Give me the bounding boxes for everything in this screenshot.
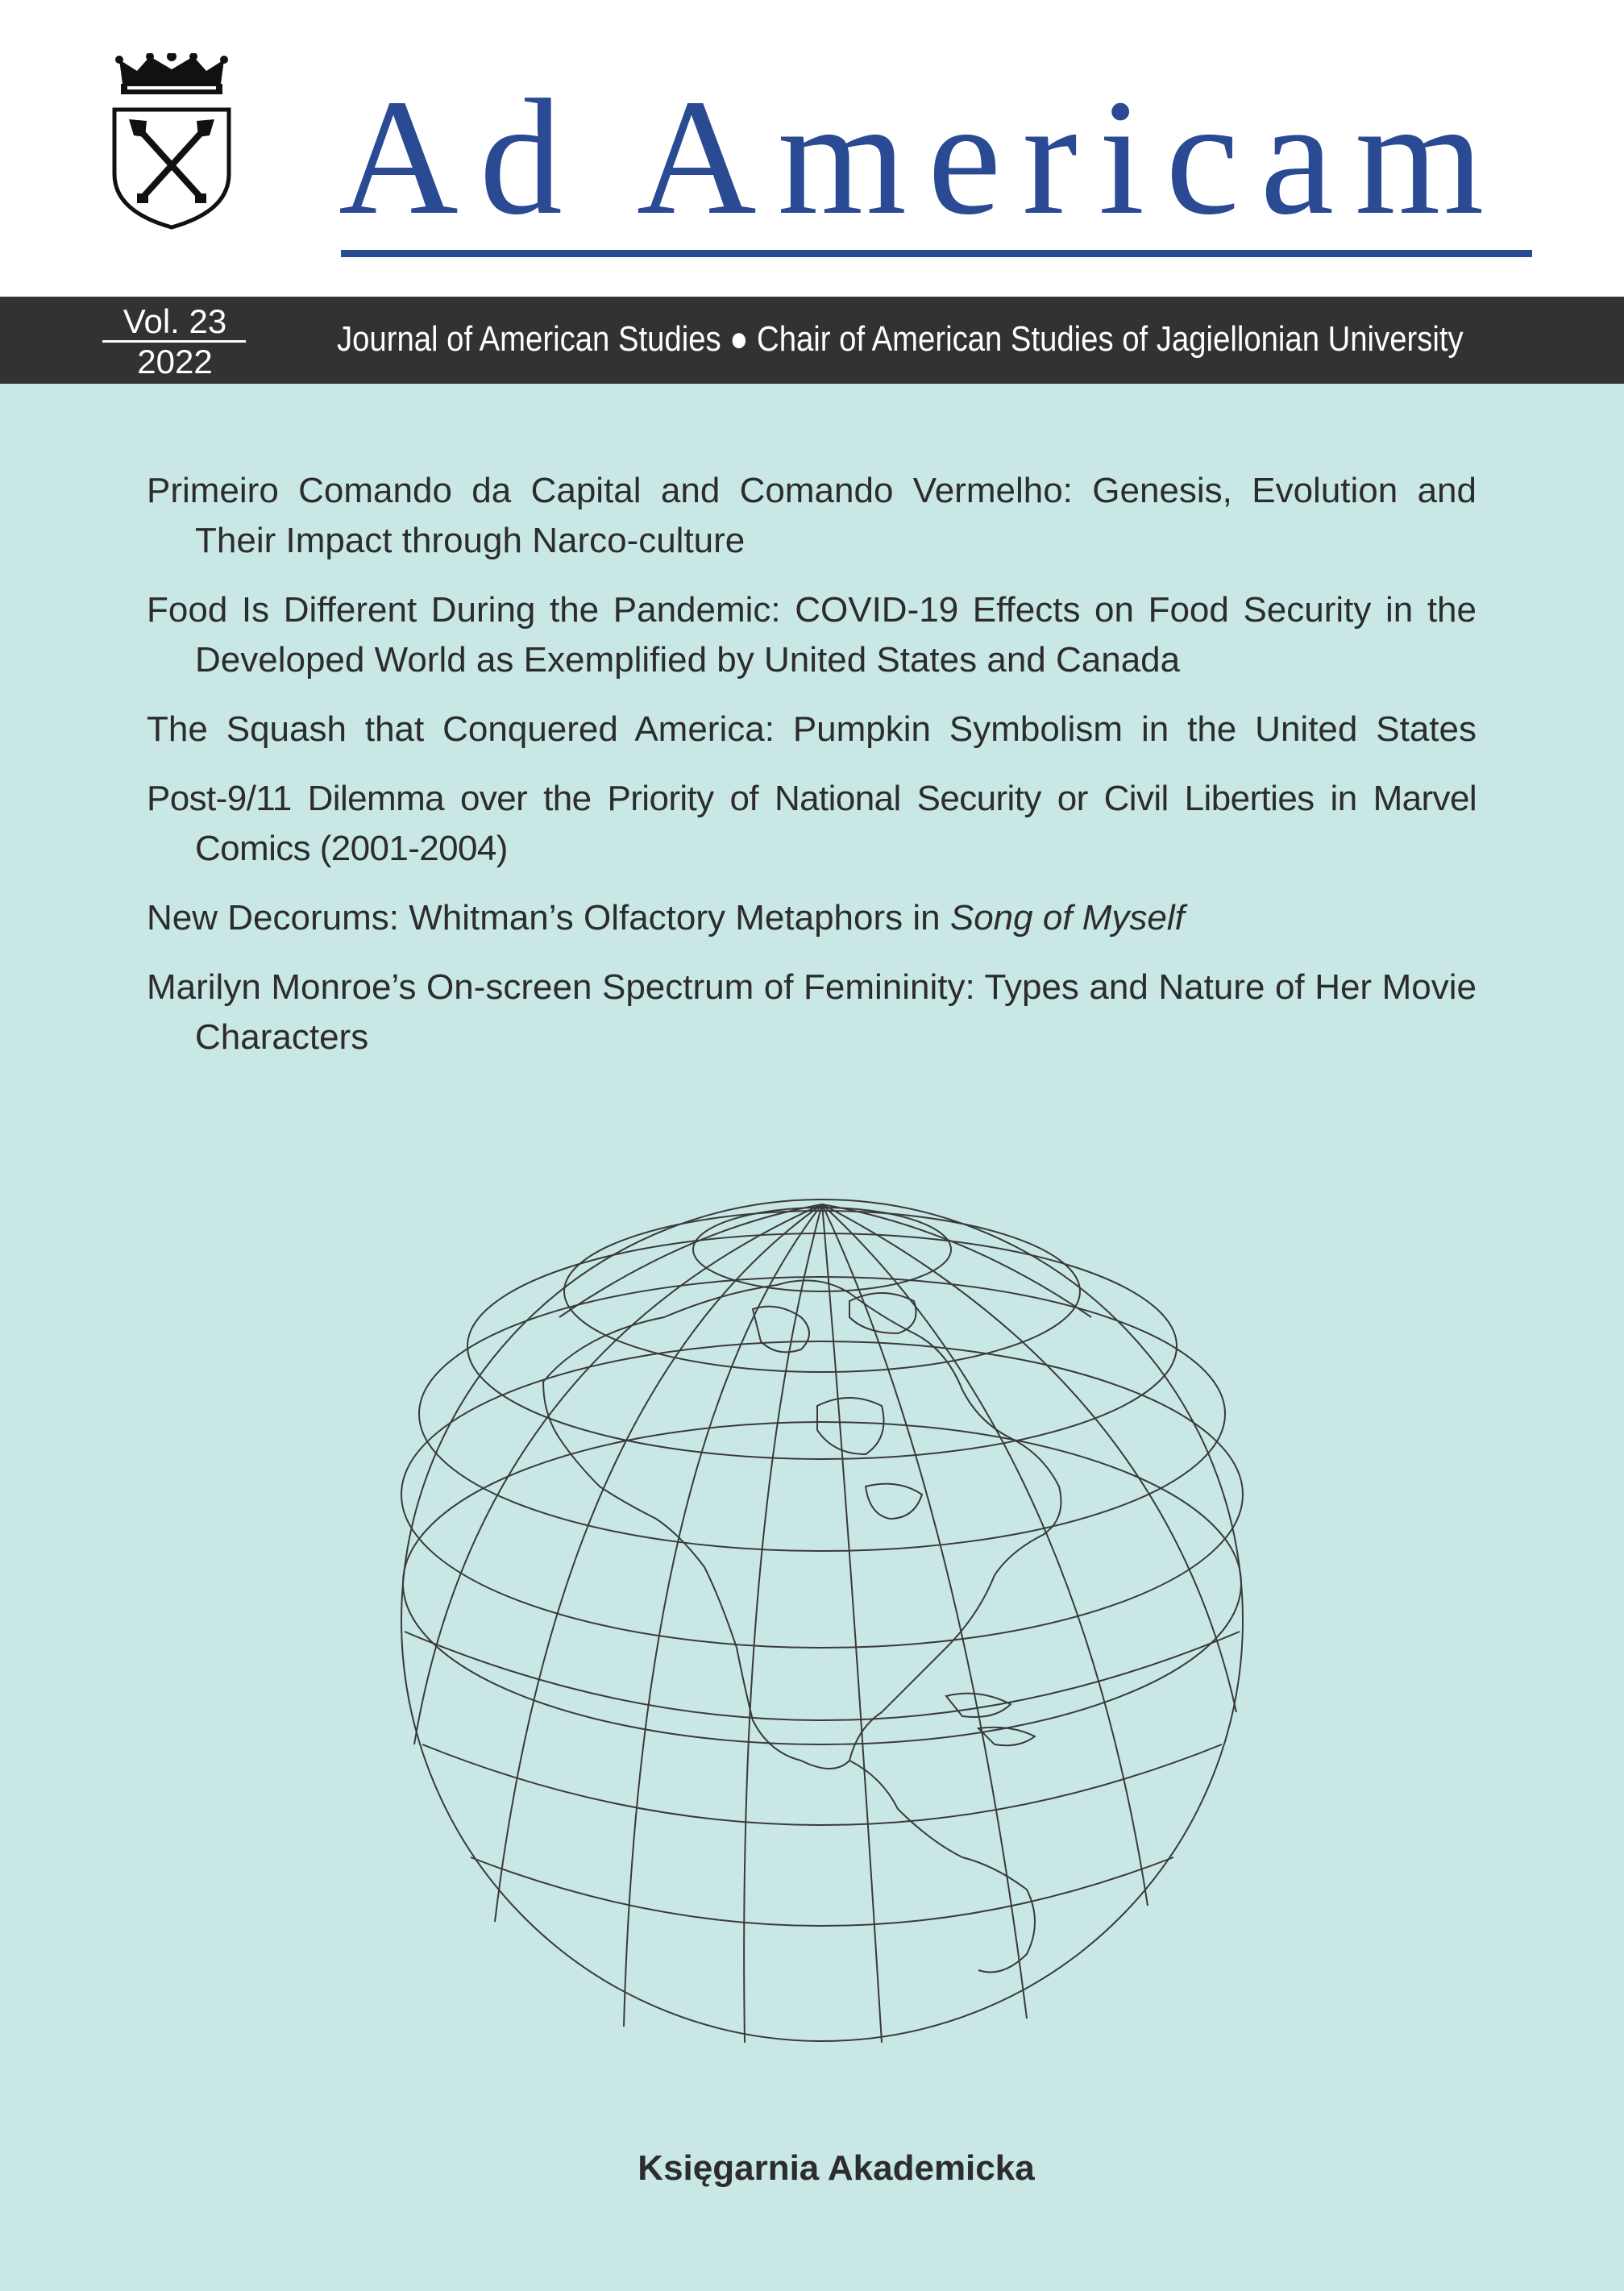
table-of-contents: [147, 466, 1477, 1082]
globe-north-america-icon: [398, 1196, 1246, 2044]
contents-item-italic-title: Song of Myself: [949, 898, 1185, 938]
volume-label: Vol. 23: [123, 302, 227, 340]
publisher-name: Księgarnia Akademicka: [638, 2148, 1035, 2188]
title-underline: [341, 250, 1532, 257]
year-label: 2022: [137, 343, 213, 380]
cover-header: [0, 0, 1624, 297]
contents-item: Marilyn Monroe’s On-screen Spectrum of Femininity: Types and Nature of Her Movie Characters: [147, 967, 1477, 1057]
contents-item: Primeiro Comando da Capital and Comando Vermelho: Genesis, Evolution and Their Impact through Narco-culture: [147, 471, 1477, 560]
journal-subtitle: [337, 313, 1464, 366]
institution-name: Chair of American Studies of Jagiellonian University: [757, 319, 1464, 359]
journal-name: Journal of American Studies: [337, 319, 721, 359]
contents-item: The Squash that Conquered America: Pumpkin Symbolism in the United States: [147, 709, 1477, 749]
contents-item: Food Is Different During the Pandemic: COVID-19 Effects on Food Security in the Developed World as Exemplified by United States and Canada: [147, 590, 1477, 680]
contents-item-text: New Decorums: Whitman’s Olfactory Metaphors in: [147, 898, 950, 938]
contents-item: [147, 893, 1477, 943]
crowned-shield-icon: [111, 53, 232, 231]
info-band: [0, 297, 1624, 384]
contents-item: Post-9/11 Dilemma over the Priority of National Security or Civil Liberties in Marvel Comics (2001-2004): [147, 779, 1477, 868]
bullet-separator: ●: [729, 319, 749, 359]
journal-title: Ad Americam: [339, 64, 1506, 249]
